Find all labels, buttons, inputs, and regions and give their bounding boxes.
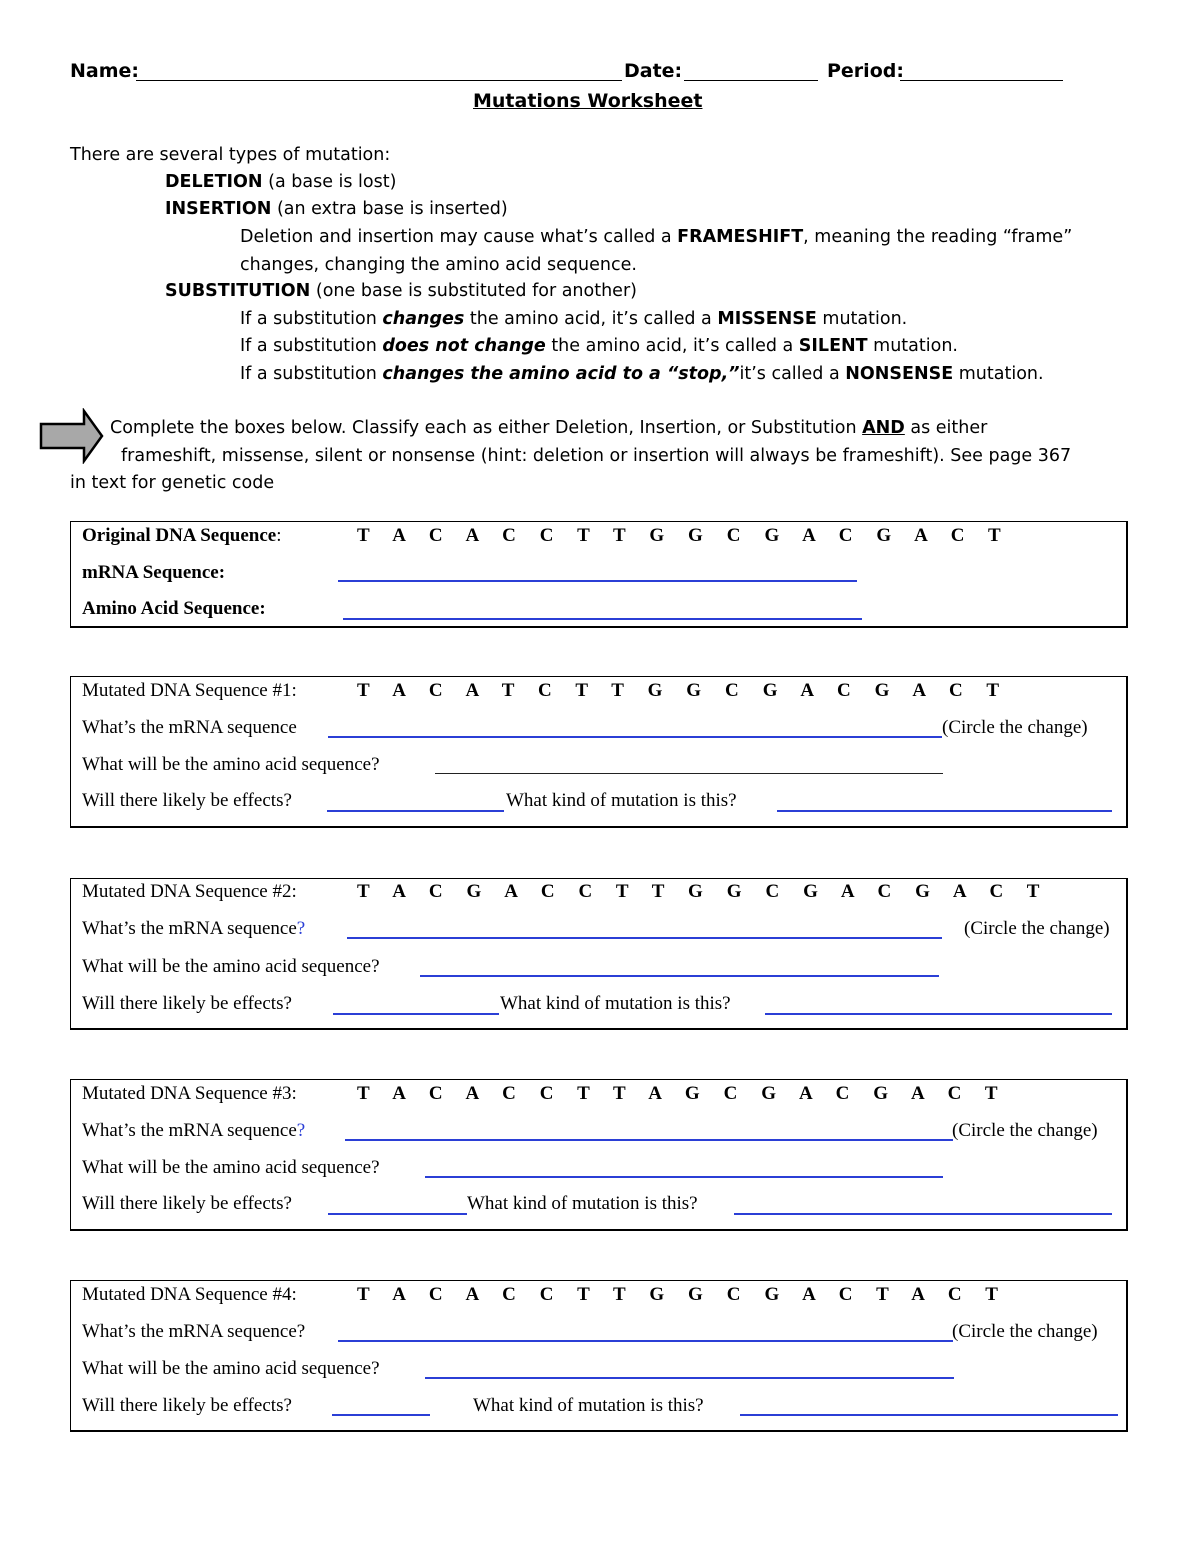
period-field[interactable]	[900, 80, 1063, 81]
date-field[interactable]	[684, 80, 818, 81]
instructions-line-2: frameshift, missense, silent or nonsense (hint: deletion or insertion will always be frameshift). See page 367	[121, 446, 1072, 466]
name-label: Name:	[70, 60, 140, 82]
mutation-4-circle-note: (Circle the change)	[952, 1321, 1098, 1342]
mutation-1-aa-question: What will be the amino acid sequence?	[82, 754, 380, 775]
mutation-4-kind-answer-line[interactable]	[740, 1414, 1118, 1416]
intro-nonsense: If a substitution changes the amino acid to a “stop,”it’s called a NONSENSE mutation.	[240, 364, 1044, 384]
original-aa-answer-line[interactable]	[343, 618, 862, 620]
mutation-1-effects-answer-line[interactable]	[327, 810, 504, 812]
period-label: Period:	[827, 60, 904, 82]
mutation-1-mrna-answer-line[interactable]	[328, 736, 942, 738]
mutation-4-dna-sequence: T A C A C C T T G G C G A C T A C T	[357, 1284, 1008, 1305]
mutation-3-aa-question: What will be the amino acid sequence?	[82, 1157, 380, 1178]
original-aa-label: Amino Acid Sequence:	[82, 598, 266, 619]
mutation-3-mrna-answer-line[interactable]	[345, 1139, 953, 1141]
mutation-4-aa-answer-line[interactable]	[425, 1377, 954, 1379]
mutation-3-kind-question: What kind of mutation is this?	[467, 1193, 698, 1214]
mutation-1-dna-sequence: T A C A T C T T G G C G A C G A C T	[357, 680, 1009, 701]
mutation-1-kind-question: What kind of mutation is this?	[506, 790, 737, 811]
mutation-4-aa-question: What will be the amino acid sequence?	[82, 1358, 380, 1379]
intro-deletion: DELETION (a base is lost)	[165, 172, 397, 192]
mutation-4-effects-question: Will there likely be effects?	[82, 1395, 292, 1416]
mutation-2-effects-answer-line[interactable]	[333, 1013, 499, 1015]
mutation-1-effects-question: Will there likely be effects?	[82, 790, 292, 811]
mutation-1-aa-answer-line[interactable]	[435, 773, 943, 774]
mutation-3-mrna-question: What’s the mRNA sequence?	[82, 1120, 306, 1141]
mutation-1-mrna-question: What’s the mRNA sequence	[82, 717, 297, 738]
mutation-2-mrna-answer-line[interactable]	[347, 937, 942, 939]
intro-frameshift: Deletion and insertion may cause what’s called a FRAMESHIFT, meaning the reading “frame”	[240, 227, 1073, 247]
mutation-4-mrna-question: What’s the mRNA sequence?	[82, 1321, 306, 1342]
mutation-4-mrna-answer-line[interactable]	[338, 1340, 953, 1342]
intro-silent: If a substitution does not change the amino acid, it’s called a SILENT mutation.	[240, 336, 958, 356]
mutation-2-aa-question: What will be the amino acid sequence?	[82, 956, 380, 977]
mutation-3-effects-answer-line[interactable]	[328, 1213, 467, 1215]
mutation-3-kind-answer-line[interactable]	[734, 1213, 1112, 1215]
arrow-right-icon	[38, 408, 106, 464]
mutation-3-circle-note: (Circle the change)	[952, 1120, 1098, 1141]
mutation-2-dna-label: Mutated DNA Sequence #2:	[82, 881, 297, 902]
mutation-3-dna-sequence: T A C A C C T T A G C G A C G A C T	[357, 1083, 1008, 1104]
mutation-2-effects-question: Will there likely be effects?	[82, 993, 292, 1014]
mutation-2-mrna-question: What’s the mRNA sequence?	[82, 918, 306, 939]
mutation-4-effects-answer-line[interactable]	[332, 1414, 430, 1416]
date-label: Date:	[624, 60, 683, 82]
instructions-line-1: Complete the boxes below. Classify each as either Deletion, Insertion, or Substitution AND as either	[110, 418, 988, 438]
original-mrna-label: mRNA Sequence:	[82, 562, 226, 583]
mutation-1-kind-answer-line[interactable]	[777, 810, 1112, 812]
original-mrna-answer-line[interactable]	[338, 580, 857, 582]
intro-missense: If a substitution changes the amino acid, it’s called a MISSENSE mutation.	[240, 309, 908, 329]
name-field[interactable]	[136, 80, 622, 81]
intro-frameshift-2: changes, changing the amino acid sequence.	[240, 255, 637, 275]
mutation-4-dna-label: Mutated DNA Sequence #4:	[82, 1284, 297, 1305]
mutation-1-circle-note: (Circle the change)	[942, 717, 1088, 738]
instructions-line-3: in text for genetic code	[70, 473, 275, 493]
mutation-3-aa-answer-line[interactable]	[425, 1176, 943, 1178]
original-dna-label: Original DNA Sequence:	[82, 525, 282, 546]
page-title: Mutations Worksheet	[473, 90, 703, 112]
mutation-2-aa-answer-line[interactable]	[420, 975, 939, 977]
mutation-1-dna-label: Mutated DNA Sequence #1:	[82, 680, 297, 701]
mutation-3-dna-label: Mutated DNA Sequence #3:	[82, 1083, 297, 1104]
intro-substitution: SUBSTITUTION (one base is substituted for another)	[165, 281, 637, 301]
original-dna-sequence: T A C A C C T T G G C G A C G A C T	[357, 525, 1011, 546]
intro-lead: There are several types of mutation:	[70, 145, 391, 165]
mutation-2-dna-sequence: T A C G A C C T T G G C G A C G A C T	[357, 881, 1050, 902]
mutation-2-kind-answer-line[interactable]	[765, 1013, 1112, 1015]
mutation-3-effects-question: Will there likely be effects?	[82, 1193, 292, 1214]
mutation-2-circle-note: (Circle the change)	[964, 918, 1110, 939]
mutation-2-kind-question: What kind of mutation is this?	[500, 993, 731, 1014]
intro-insertion: INSERTION (an extra base is inserted)	[165, 199, 508, 219]
mutation-4-kind-question: What kind of mutation is this?	[473, 1395, 704, 1416]
